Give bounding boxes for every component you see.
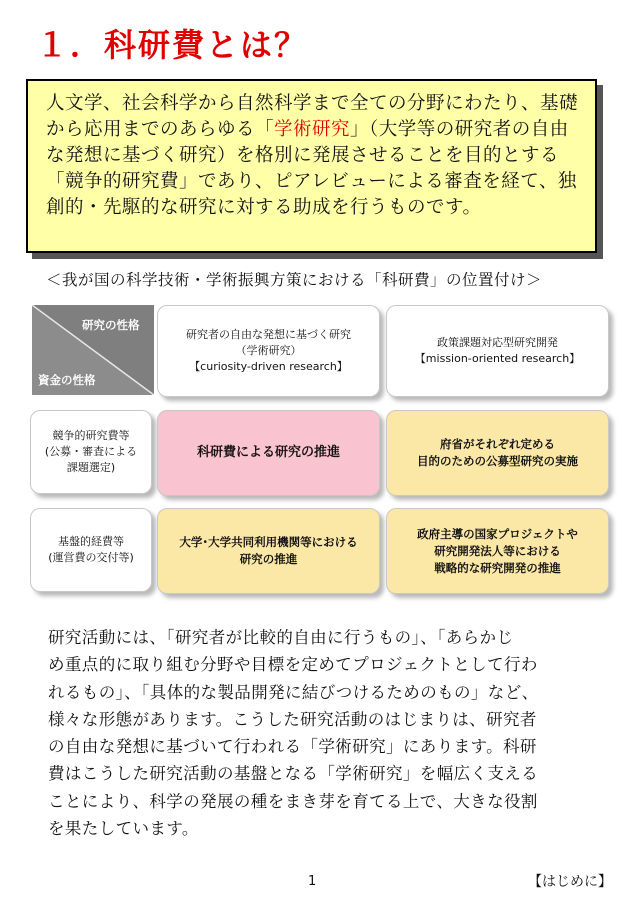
section-footer-label: 【はじめに】 <box>528 874 612 890</box>
page-title: １．科研費とは？ <box>36 26 309 64</box>
cell-university-research: 大学･大学共同利用機関等における 研究の推進 <box>157 508 380 594</box>
section-subheading: ＜我が国の科学技術・学術振興方策における「科研費」の位置付け＞ <box>46 271 543 289</box>
body-paragraph: 研究活動には、「研究者が比較的自由に行うもの」、「あらかじ め重点的に取り組む分野や目標を定めてプロジェクトとして行わ れるもの」、「具体的な製品開発に結びつけるためのもの」など、 様々な形態があります。こうした研究活動のはじまりは、研究者 の自由な発想に基づいて行われる「学術研究」にあります。科研 費はこうした研究活動の基盤となる「学術研究」を幅広く支える ことにより、科学の発展の種をまき芽を育てる上で、大きな役割 を果たしています。 <box>48 628 539 839</box>
matrix-corner-header <box>32 305 154 395</box>
cell-ministry-competitive: 府省がそれぞれ定める 目的のための公募型研究の実施 <box>386 410 609 496</box>
definition-text: 人文学、社会科学から自然科学まで全ての分野にわたり、基礎から応用までのあらゆる「学術研究」（大学等の研究者の自由な発想に基づく研究）を格別に発展させることを目的とする「競争的研究費」であり、ピアレビューによる審査を経て、独創的・先駆的な研究に対する助成を行うものです。 <box>46 93 579 218</box>
page-number: 1 <box>308 874 317 889</box>
row-header-competitive: 競争的研究費等 (公募・審査による 課題選定) <box>30 410 152 494</box>
highlight-gakujutsu-kenkyu: 学術研究 <box>274 119 351 140</box>
cell-kakenhi-research: 科研費による研究の推進 <box>157 410 380 496</box>
row-header-institutional: 基盤的経費等 (運営費の交付等) <box>30 508 152 592</box>
axis-research-label: 研究の性格 <box>82 318 140 332</box>
column-header-curiosity: 研究者の自由な発想に基づく研究 （学術研究） 【curiosity-driven research】 <box>157 305 380 397</box>
axis-funding-label: 資金の性格 <box>38 373 96 387</box>
definition-box <box>26 79 597 253</box>
column-header-mission: 政策課題対応型研究開発 【mission-oriented research】 <box>386 305 609 397</box>
cell-national-projects: 政府主導の国家プロジェクトや 研究開発法人等における 戦略的な研究開発の推進 <box>386 508 609 594</box>
